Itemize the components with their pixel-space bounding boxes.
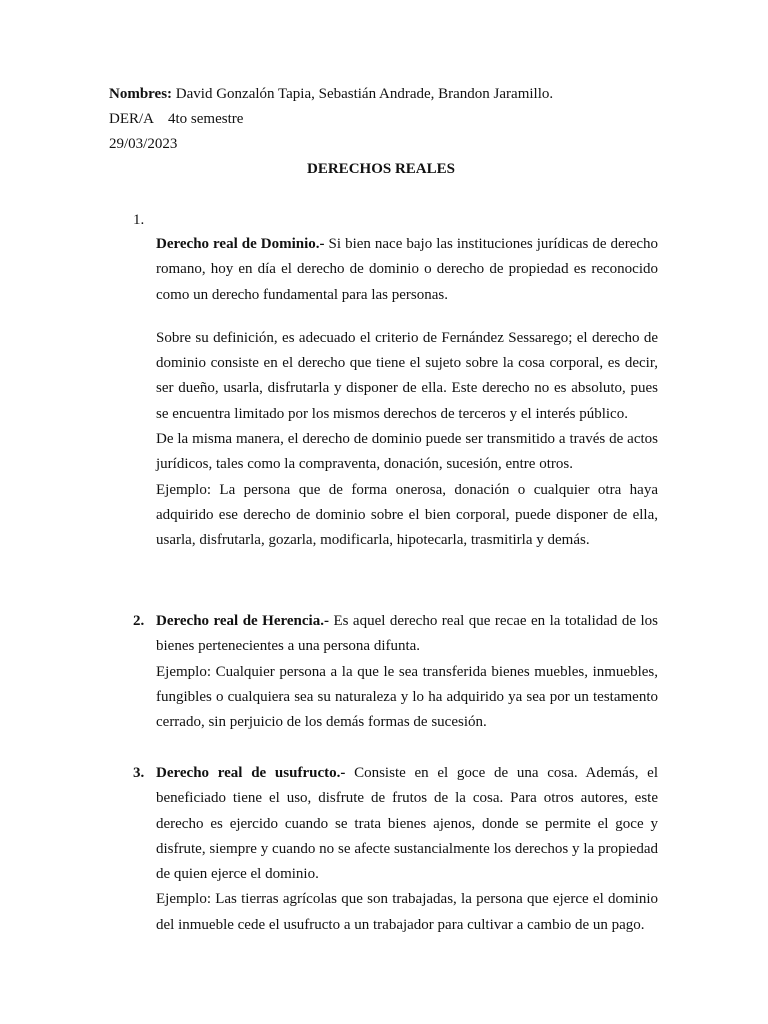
section-1-body xyxy=(156,232,658,554)
section-3-heading: Derecho real de usufructo.- xyxy=(156,765,346,781)
document-title: DERECHOS REALES xyxy=(307,161,455,177)
section-2-body xyxy=(156,609,658,735)
section-1-example: Ejemplo: La persona que de forma onerosa, donación o cualquier otra haya adquirido ese derecho de dominio sobre el bien corporal, puede disponer de ella, usarla, disfrutarla, gozarla, modificarla, hipotecarla, trasmitirla y demás. xyxy=(156,481,658,549)
section-3-example: Ejemplo: Las tierras agrícolas que son trabajadas, la persona que ejerce el dominio del inmueble cede el usufructo a un trabajador para cultivar a cambio de un pago. xyxy=(156,891,658,933)
section-3-paragraph: Derecho real de usufructo.- Consiste en el goce de una cosa. Además, el beneficiado tiene el uso, disfrute de frutos de la cosa. Para otros autores, este derecho es ejercido cuando se trata bienes ajenos, donde se permite el goce y disfrute, siempre y cuando no se afecte sustancialmente los derechos y la propiedad de quien ejerce el dominio. xyxy=(156,765,659,883)
section-2-number: 2. xyxy=(133,613,145,629)
section-2-paragraph: Derecho real de Herencia.- Es aquel derecho real que recae en la totalidad de los bienes pertenecientes a una persona difunta. xyxy=(156,613,659,655)
section-1-paragraph: Derecho real de Dominio.- Si bien nace bajo las instituciones jurídicas de derecho romano, hoy en día el derecho de dominio o derecho de propiedad es reconocido como un derecho fundamental para las personas. xyxy=(156,236,659,303)
section-1-definition: Sobre su definición, es adecuado el criterio de Fernández Sessarego; el derecho de dominio consiste en el derecho que tiene el sujeto sobre la cosa corporal, es decir, ser dueño, usarla, disfrutarla y disponer de ella. Este derecho no es absoluto, pues se encuentra limitado por los mismos derechos de terceros y el interés público. xyxy=(156,329,658,422)
semester: 4to semestre xyxy=(168,111,244,127)
date: 29/03/2023 xyxy=(109,136,178,152)
authors-line xyxy=(109,85,553,103)
section-2-heading: Derecho real de Herencia.- xyxy=(156,613,329,629)
section-1-number: 1. xyxy=(133,212,145,228)
authors-label: Nombres: xyxy=(109,86,173,102)
section-3-body xyxy=(156,761,658,938)
section-2-example: Ejemplo: Cualquier persona a la que le sea transferida bienes muebles, inmuebles, fungibles o cualquiera sea su naturaleza y lo ha adquirido ya sea por un testamento cerrado, sin perjuicio de los demás formas de sucesión. xyxy=(156,663,658,731)
authors-value: David Gonzalón Tapia, Sebastián Andrade, Brandon Jaramillo. xyxy=(175,86,554,102)
section-1-transmission: De la misma manera, el derecho de dominio puede ser transmitido a través de actos jurídicos, tales como la compraventa, donación, sucesión, entre otros. xyxy=(156,431,658,473)
course-code: DER/A xyxy=(109,111,154,127)
course-line xyxy=(109,110,243,128)
section-1-heading: Derecho real de Dominio.- xyxy=(156,236,325,252)
section-3-number: 3. xyxy=(133,765,145,781)
